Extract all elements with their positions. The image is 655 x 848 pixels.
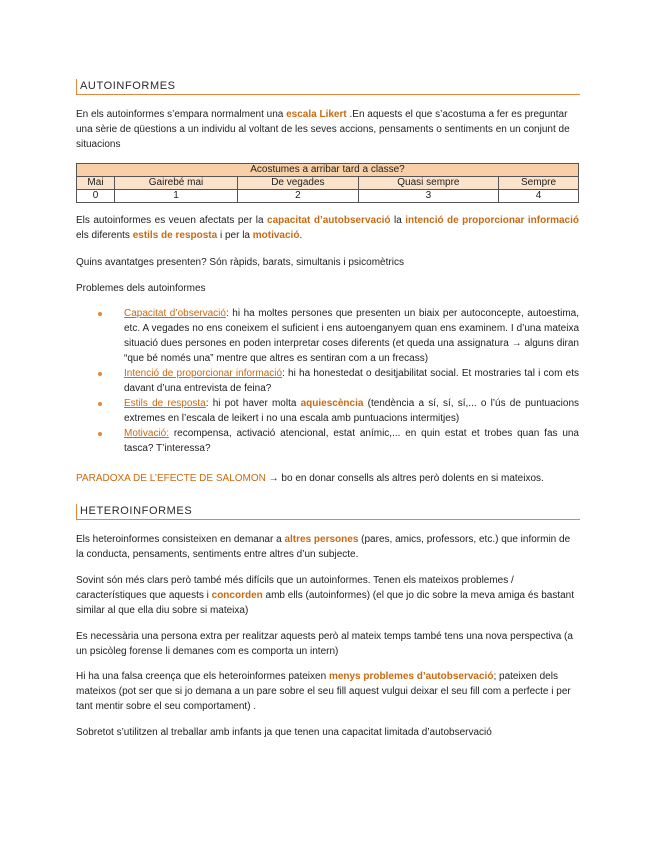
bullet-icon (98, 402, 102, 406)
bullet-icon (98, 372, 102, 376)
problems-title: Problemes dels autoinformes (76, 283, 206, 294)
likert-question: Acostumes a arribar tard a classe? (77, 164, 579, 177)
paradox-paragraph: PARADOXA DE L’EFECTE DE SALOMON → bo en donar consells als altres però dolents en si mateixos. (76, 473, 544, 484)
problems-list (76, 306, 579, 456)
hetero-paragraph-1: Els heteroinformes consisteixen en demanar a altres persones (pares, amics, professors, etc.) que informin de la conducta, pensaments, sentiments entre altres d’un subjecte. (76, 534, 571, 560)
intro-paragraph: En els autoinformes s’empara normalment una escala Likert .En aquests el que s’acostuma a fer es preguntar una sèrie de qüestions a un individu al voltant de les seves accions, pensaments o sentiments en un conjunt de situacions (76, 109, 570, 150)
highlight-likert: escala Likert (286, 109, 347, 120)
advantages-paragraph: Quins avantatges presenten? Són ràpids, barats, simultanis i psicomètrics (76, 257, 404, 268)
section-heading-heteroinformes (76, 504, 580, 520)
likert-label: De vegades (238, 177, 359, 190)
likert-value: 4 (499, 190, 579, 203)
paradox-label: PARADOXA DE L’EFECTE DE SALOMON (76, 473, 266, 484)
list-item: Capacitat d’observació: hi ha moltes persones que presenten un biaix per autoconcepte, autoestima, etc. A vegades no ens coneixem el suficient i ens autoenganyem quan ens examinem. I d’una mateixa situació dues persones en poden interpretar coses diferents (et queda una assignatura → alguns diran “que bé només una” mentre que altres es sentiran com a un frecass) (124, 306, 579, 366)
likert-label: Quasi sempre (358, 177, 498, 190)
affected-paragraph: Els autoinformes es veuen afectats per la capacitat d’autobservació la intenció de proporcionar informació els diferents estils de resposta i per la motivació. (76, 215, 579, 241)
hetero-paragraph-4: Hi ha una falsa creença que els heteroinformes pateixen menys problemes d’autobservació; pateixen dels mateixos (pot ser que si jo demana a un pare sobre el seu fill aquest vulgui deixar el seu fill com a perfecte i per tant mentir sobre el seu comportament) . (76, 671, 571, 712)
section-heading-autoinformes (76, 79, 580, 95)
heading-text: HETEROINFORMES (80, 505, 193, 517)
likert-value: 0 (77, 190, 115, 203)
bullet-icon (98, 432, 102, 436)
heading-text: AUTOINFORMES (80, 80, 176, 92)
likert-label: Mai (77, 177, 115, 190)
list-item: Motivació: recompensa, activació atencional, estat anímic,... en quin estat et trobes quan fas una tasca? T’interessa? (124, 426, 579, 456)
hetero-paragraph-5: Sobretot s’utilitzen al treballar amb infants ja que tenen una capacitat limitada d’autobservació (76, 727, 492, 738)
likert-table (76, 163, 579, 203)
hetero-paragraph-3: Es necessària una persona extra per realitzar aquests però al mateix temps també tens una nova perspectiva (a un psicòleg forense li demanes com es comporta un intern) (76, 631, 573, 657)
likert-value: 1 (114, 190, 237, 203)
likert-label: Gairebé mai (114, 177, 237, 190)
list-item: Estils de resposta: hi pot haver molta aquiescència (tendència a sí, sí, sí,... o l’ús de puntuacions extremes en l’escala de leikert i no una escala amb puntuacions intermitjes) (124, 396, 579, 426)
hetero-paragraph-2: Sovint són més clars però també més difícils que un autoinformes. Tenen els mateixos problemes / característiques que aquests i concorden amb ells (autoinformes) (el que jo dic sobre la meva amiga és bastant similar al que ella diu sobre si mateixa) (76, 575, 575, 616)
bullet-icon (98, 312, 102, 316)
likert-value: 3 (358, 190, 498, 203)
likert-label: Sempre (499, 177, 579, 190)
list-item: Intenció de proporcionar informació: hi ha honestedat o desitjabilitat social. Et mostraries tal i com ets davant d’una entrevista de feina? (124, 366, 579, 396)
likert-value: 2 (238, 190, 359, 203)
